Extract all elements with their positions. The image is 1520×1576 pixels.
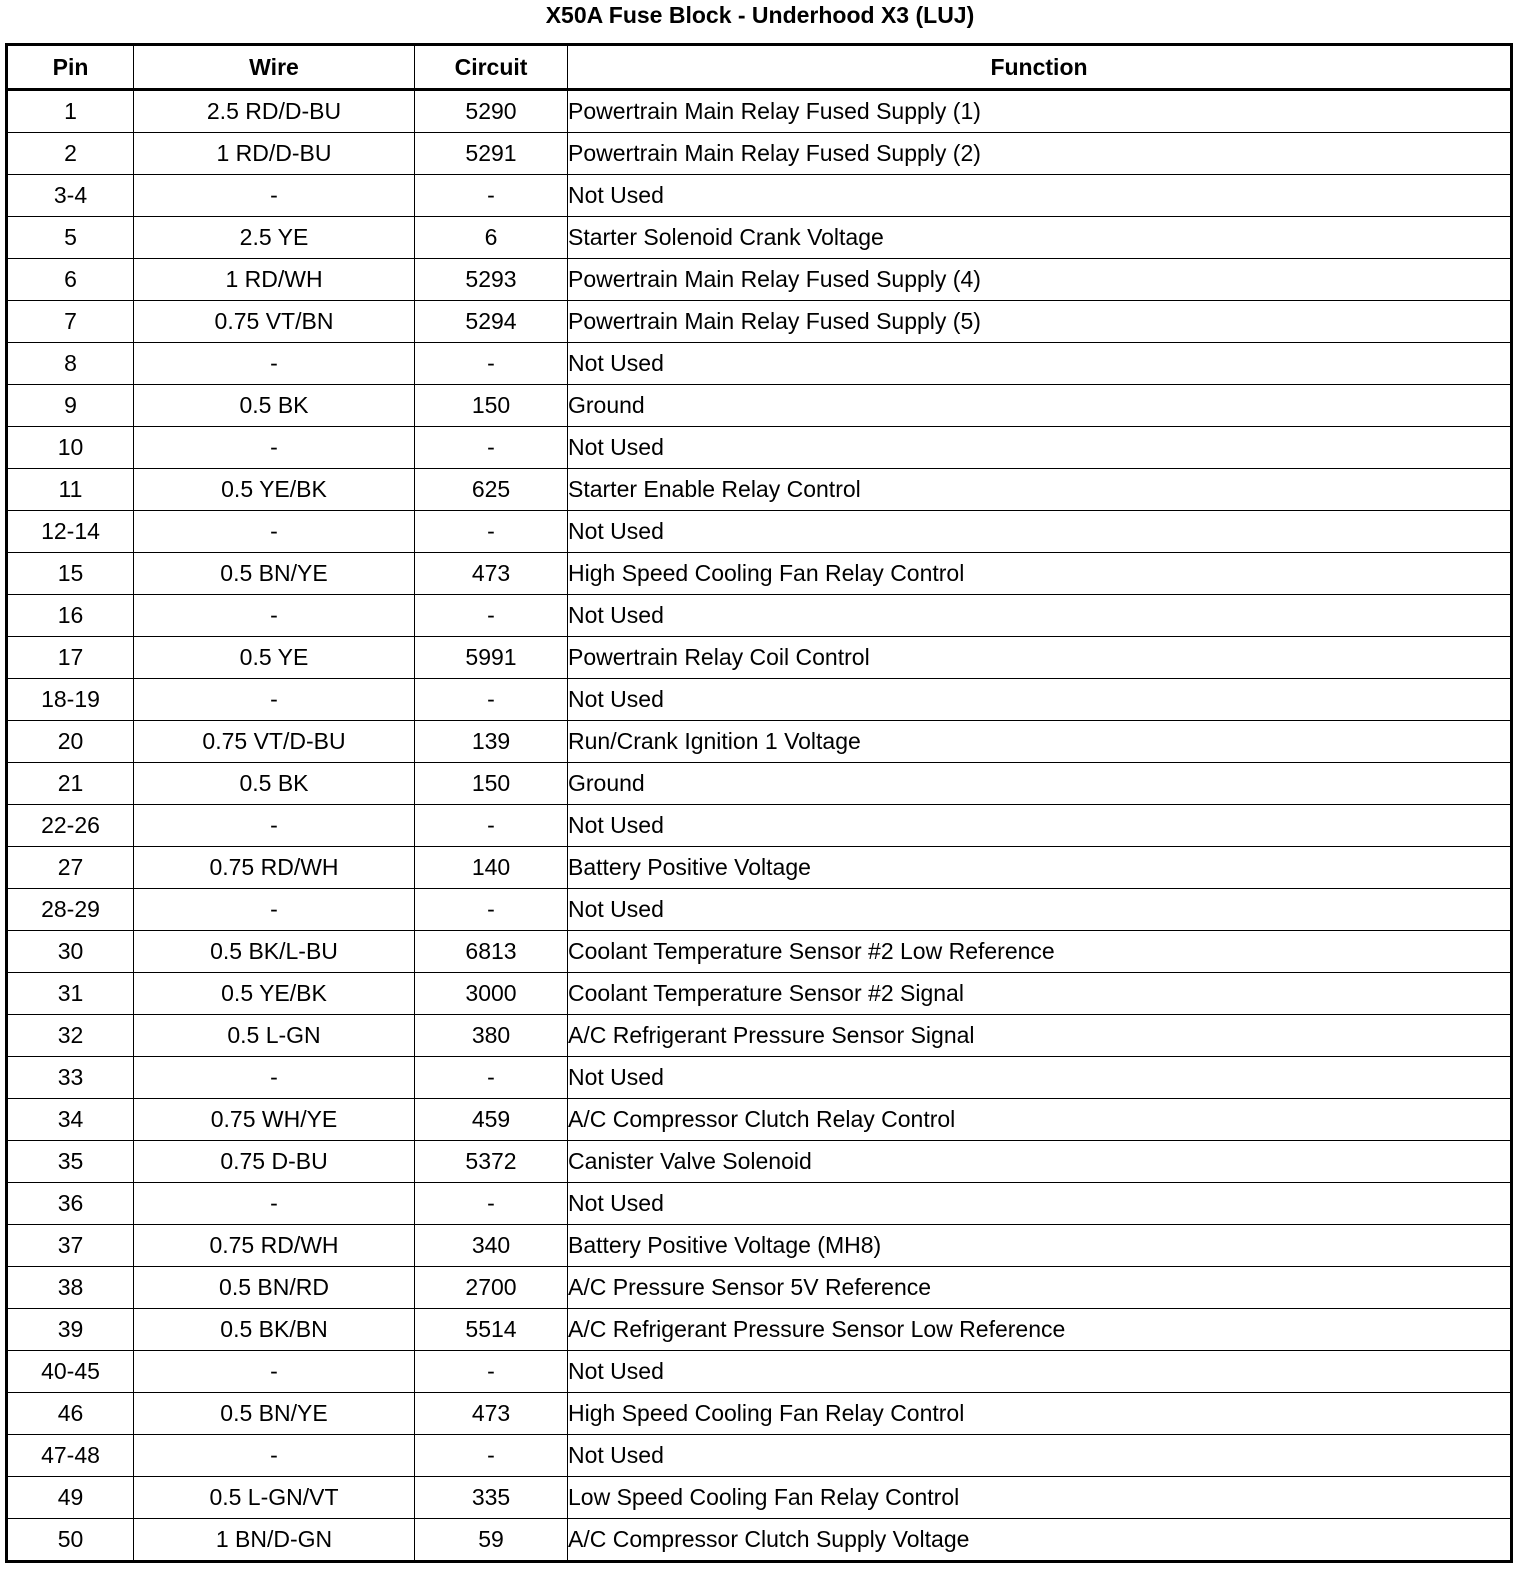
function-cell: Not Used [568, 595, 1512, 637]
header-circuit: Circuit [415, 45, 568, 90]
function-cell: Starter Enable Relay Control [568, 469, 1512, 511]
function-cell: High Speed Cooling Fan Relay Control [568, 553, 1512, 595]
circuit-cell: 5293 [415, 259, 568, 301]
pin-cell: 9 [7, 385, 134, 427]
pin-cell: 46 [7, 1393, 134, 1435]
function-cell: Not Used [568, 511, 1512, 553]
table-row [7, 1225, 1512, 1267]
pin-cell: 20 [7, 721, 134, 763]
wire-cell: 0.75 VT/D-BU [134, 721, 415, 763]
function-cell: Starter Solenoid Crank Voltage [568, 217, 1512, 259]
circuit-cell: 6813 [415, 931, 568, 973]
table-row [7, 511, 1512, 553]
function-cell: A/C Compressor Clutch Supply Voltage [568, 1519, 1512, 1562]
function-cell: Not Used [568, 1435, 1512, 1477]
pin-cell: 1 [7, 90, 134, 133]
circuit-cell: 150 [415, 385, 568, 427]
circuit-cell: 5294 [415, 301, 568, 343]
table-row [7, 469, 1512, 511]
pin-cell: 22-26 [7, 805, 134, 847]
table-row [7, 1015, 1512, 1057]
function-cell: Battery Positive Voltage [568, 847, 1512, 889]
wire-cell: 0.5 BN/RD [134, 1267, 415, 1309]
function-cell: Powertrain Main Relay Fused Supply (4) [568, 259, 1512, 301]
table-row [7, 427, 1512, 469]
circuit-cell: - [415, 805, 568, 847]
wire-cell: 0.75 D-BU [134, 1141, 415, 1183]
circuit-cell: 335 [415, 1477, 568, 1519]
pin-cell: 16 [7, 595, 134, 637]
pin-cell: 7 [7, 301, 134, 343]
function-cell: Not Used [568, 805, 1512, 847]
circuit-cell: - [415, 1435, 568, 1477]
function-cell: Not Used [568, 889, 1512, 931]
function-cell: Not Used [568, 1183, 1512, 1225]
function-cell: Coolant Temperature Sensor #2 Signal [568, 973, 1512, 1015]
wire-cell: 0.5 BK [134, 763, 415, 805]
wire-cell: 0.5 BK/L-BU [134, 931, 415, 973]
pin-cell: 10 [7, 427, 134, 469]
wire-cell: 0.5 L-GN/VT [134, 1477, 415, 1519]
circuit-cell: 340 [415, 1225, 568, 1267]
pin-cell: 15 [7, 553, 134, 595]
circuit-cell: 459 [415, 1099, 568, 1141]
table-row [7, 595, 1512, 637]
pin-cell: 34 [7, 1099, 134, 1141]
circuit-cell: 139 [415, 721, 568, 763]
pin-cell: 8 [7, 343, 134, 385]
circuit-cell: - [415, 595, 568, 637]
function-cell: A/C Compressor Clutch Relay Control [568, 1099, 1512, 1141]
pin-cell: 18-19 [7, 679, 134, 721]
pin-cell: 39 [7, 1309, 134, 1351]
function-cell: Ground [568, 385, 1512, 427]
header-wire: Wire [134, 45, 415, 90]
wire-cell: 1 BN/D-GN [134, 1519, 415, 1562]
table-row [7, 889, 1512, 931]
function-cell: Not Used [568, 343, 1512, 385]
circuit-cell: 2700 [415, 1267, 568, 1309]
circuit-cell: 5991 [415, 637, 568, 679]
table-row [7, 90, 1512, 133]
function-cell: Battery Positive Voltage (MH8) [568, 1225, 1512, 1267]
table-row [7, 721, 1512, 763]
wire-cell: 0.75 VT/BN [134, 301, 415, 343]
circuit-cell: 5291 [415, 133, 568, 175]
wire-cell: - [134, 679, 415, 721]
circuit-cell: - [415, 1351, 568, 1393]
table-row [7, 385, 1512, 427]
table-row [7, 931, 1512, 973]
wire-cell: - [134, 1183, 415, 1225]
pin-cell: 31 [7, 973, 134, 1015]
table-body [7, 90, 1512, 1562]
pin-cell: 33 [7, 1057, 134, 1099]
wire-cell: 0.5 BN/YE [134, 1393, 415, 1435]
wire-cell: - [134, 595, 415, 637]
circuit-cell: - [415, 1183, 568, 1225]
pin-cell: 49 [7, 1477, 134, 1519]
pin-cell: 21 [7, 763, 134, 805]
circuit-cell: 380 [415, 1015, 568, 1057]
table-header-row [7, 45, 1512, 90]
header-function: Function [568, 45, 1512, 90]
wire-cell: - [134, 1057, 415, 1099]
function-cell: Not Used [568, 175, 1512, 217]
pin-cell: 30 [7, 931, 134, 973]
circuit-cell: - [415, 175, 568, 217]
table-row [7, 553, 1512, 595]
circuit-cell: 473 [415, 1393, 568, 1435]
table-row [7, 1057, 1512, 1099]
wire-cell: - [134, 805, 415, 847]
wire-cell: 0.5 L-GN [134, 1015, 415, 1057]
wire-cell: - [134, 1435, 415, 1477]
circuit-cell: - [415, 889, 568, 931]
wire-cell: 0.5 YE/BK [134, 973, 415, 1015]
pin-cell: 17 [7, 637, 134, 679]
function-cell: Powertrain Main Relay Fused Supply (1) [568, 90, 1512, 133]
table-row [7, 343, 1512, 385]
circuit-cell: - [415, 1057, 568, 1099]
circuit-cell: 3000 [415, 973, 568, 1015]
circuit-cell: 150 [415, 763, 568, 805]
pin-cell: 47-48 [7, 1435, 134, 1477]
table-row [7, 1393, 1512, 1435]
table-row [7, 1267, 1512, 1309]
table-row [7, 973, 1512, 1015]
wire-cell: - [134, 1351, 415, 1393]
wire-cell: 0.5 BK [134, 385, 415, 427]
function-cell: Low Speed Cooling Fan Relay Control [568, 1477, 1512, 1519]
function-cell: Not Used [568, 1057, 1512, 1099]
circuit-cell: 140 [415, 847, 568, 889]
circuit-cell: 5372 [415, 1141, 568, 1183]
table-row [7, 301, 1512, 343]
function-cell: Not Used [568, 679, 1512, 721]
circuit-cell: - [415, 679, 568, 721]
wire-cell: - [134, 511, 415, 553]
table-row [7, 637, 1512, 679]
table-row [7, 1351, 1512, 1393]
function-cell: Run/Crank Ignition 1 Voltage [568, 721, 1512, 763]
wire-cell: 2.5 RD/D-BU [134, 90, 415, 133]
pin-cell: 40-45 [7, 1351, 134, 1393]
circuit-cell: 5290 [415, 90, 568, 133]
pin-cell: 35 [7, 1141, 134, 1183]
circuit-cell: - [415, 427, 568, 469]
wire-cell: - [134, 175, 415, 217]
wire-cell: 0.75 WH/YE [134, 1099, 415, 1141]
function-cell: A/C Pressure Sensor 5V Reference [568, 1267, 1512, 1309]
pin-cell: 28-29 [7, 889, 134, 931]
circuit-cell: - [415, 511, 568, 553]
circuit-cell: 473 [415, 553, 568, 595]
table-row [7, 763, 1512, 805]
function-cell: Powertrain Relay Coil Control [568, 637, 1512, 679]
table-row [7, 217, 1512, 259]
wire-cell: 0.5 YE [134, 637, 415, 679]
table-row [7, 1099, 1512, 1141]
table-row [7, 259, 1512, 301]
pin-cell: 50 [7, 1519, 134, 1562]
pin-cell: 11 [7, 469, 134, 511]
wire-cell: 2.5 YE [134, 217, 415, 259]
circuit-cell: 625 [415, 469, 568, 511]
table-row [7, 133, 1512, 175]
table-row [7, 805, 1512, 847]
function-cell: Not Used [568, 427, 1512, 469]
pin-table [5, 43, 1513, 1563]
wire-cell: 0.5 YE/BK [134, 469, 415, 511]
wire-cell: 0.5 BN/YE [134, 553, 415, 595]
function-cell: High Speed Cooling Fan Relay Control [568, 1393, 1512, 1435]
table-row [7, 679, 1512, 721]
table-row [7, 175, 1512, 217]
wire-cell: 0.75 RD/WH [134, 847, 415, 889]
wire-cell: 0.5 BK/BN [134, 1309, 415, 1351]
table-row [7, 1477, 1512, 1519]
function-cell: A/C Refrigerant Pressure Sensor Signal [568, 1015, 1512, 1057]
pin-cell: 36 [7, 1183, 134, 1225]
pin-cell: 2 [7, 133, 134, 175]
table-row [7, 847, 1512, 889]
circuit-cell: 5514 [415, 1309, 568, 1351]
wire-cell: 1 RD/D-BU [134, 133, 415, 175]
pin-cell: 38 [7, 1267, 134, 1309]
wire-cell: - [134, 889, 415, 931]
function-cell: Powertrain Main Relay Fused Supply (5) [568, 301, 1512, 343]
pin-cell: 37 [7, 1225, 134, 1267]
table-row [7, 1519, 1512, 1562]
pin-cell: 6 [7, 259, 134, 301]
wire-cell: 1 RD/WH [134, 259, 415, 301]
function-cell: Ground [568, 763, 1512, 805]
pin-cell: 32 [7, 1015, 134, 1057]
header-pin: Pin [7, 45, 134, 90]
function-cell: Powertrain Main Relay Fused Supply (2) [568, 133, 1512, 175]
wire-cell: - [134, 427, 415, 469]
pin-cell: 27 [7, 847, 134, 889]
pin-cell: 3-4 [7, 175, 134, 217]
function-cell: Not Used [568, 1351, 1512, 1393]
table-row [7, 1309, 1512, 1351]
function-cell: Coolant Temperature Sensor #2 Low Reference [568, 931, 1512, 973]
function-cell: Canister Valve Solenoid [568, 1141, 1512, 1183]
pin-cell: 12-14 [7, 511, 134, 553]
table-row [7, 1183, 1512, 1225]
wire-cell: 0.75 RD/WH [134, 1225, 415, 1267]
circuit-cell: - [415, 343, 568, 385]
table-row [7, 1141, 1512, 1183]
table-row [7, 1435, 1512, 1477]
pin-cell: 5 [7, 217, 134, 259]
circuit-cell: 6 [415, 217, 568, 259]
function-cell: A/C Refrigerant Pressure Sensor Low Reference [568, 1309, 1512, 1351]
document-title: X50A Fuse Block - Underhood X3 (LUJ) [545, 2, 975, 28]
wire-cell: - [134, 343, 415, 385]
circuit-cell: 59 [415, 1519, 568, 1562]
